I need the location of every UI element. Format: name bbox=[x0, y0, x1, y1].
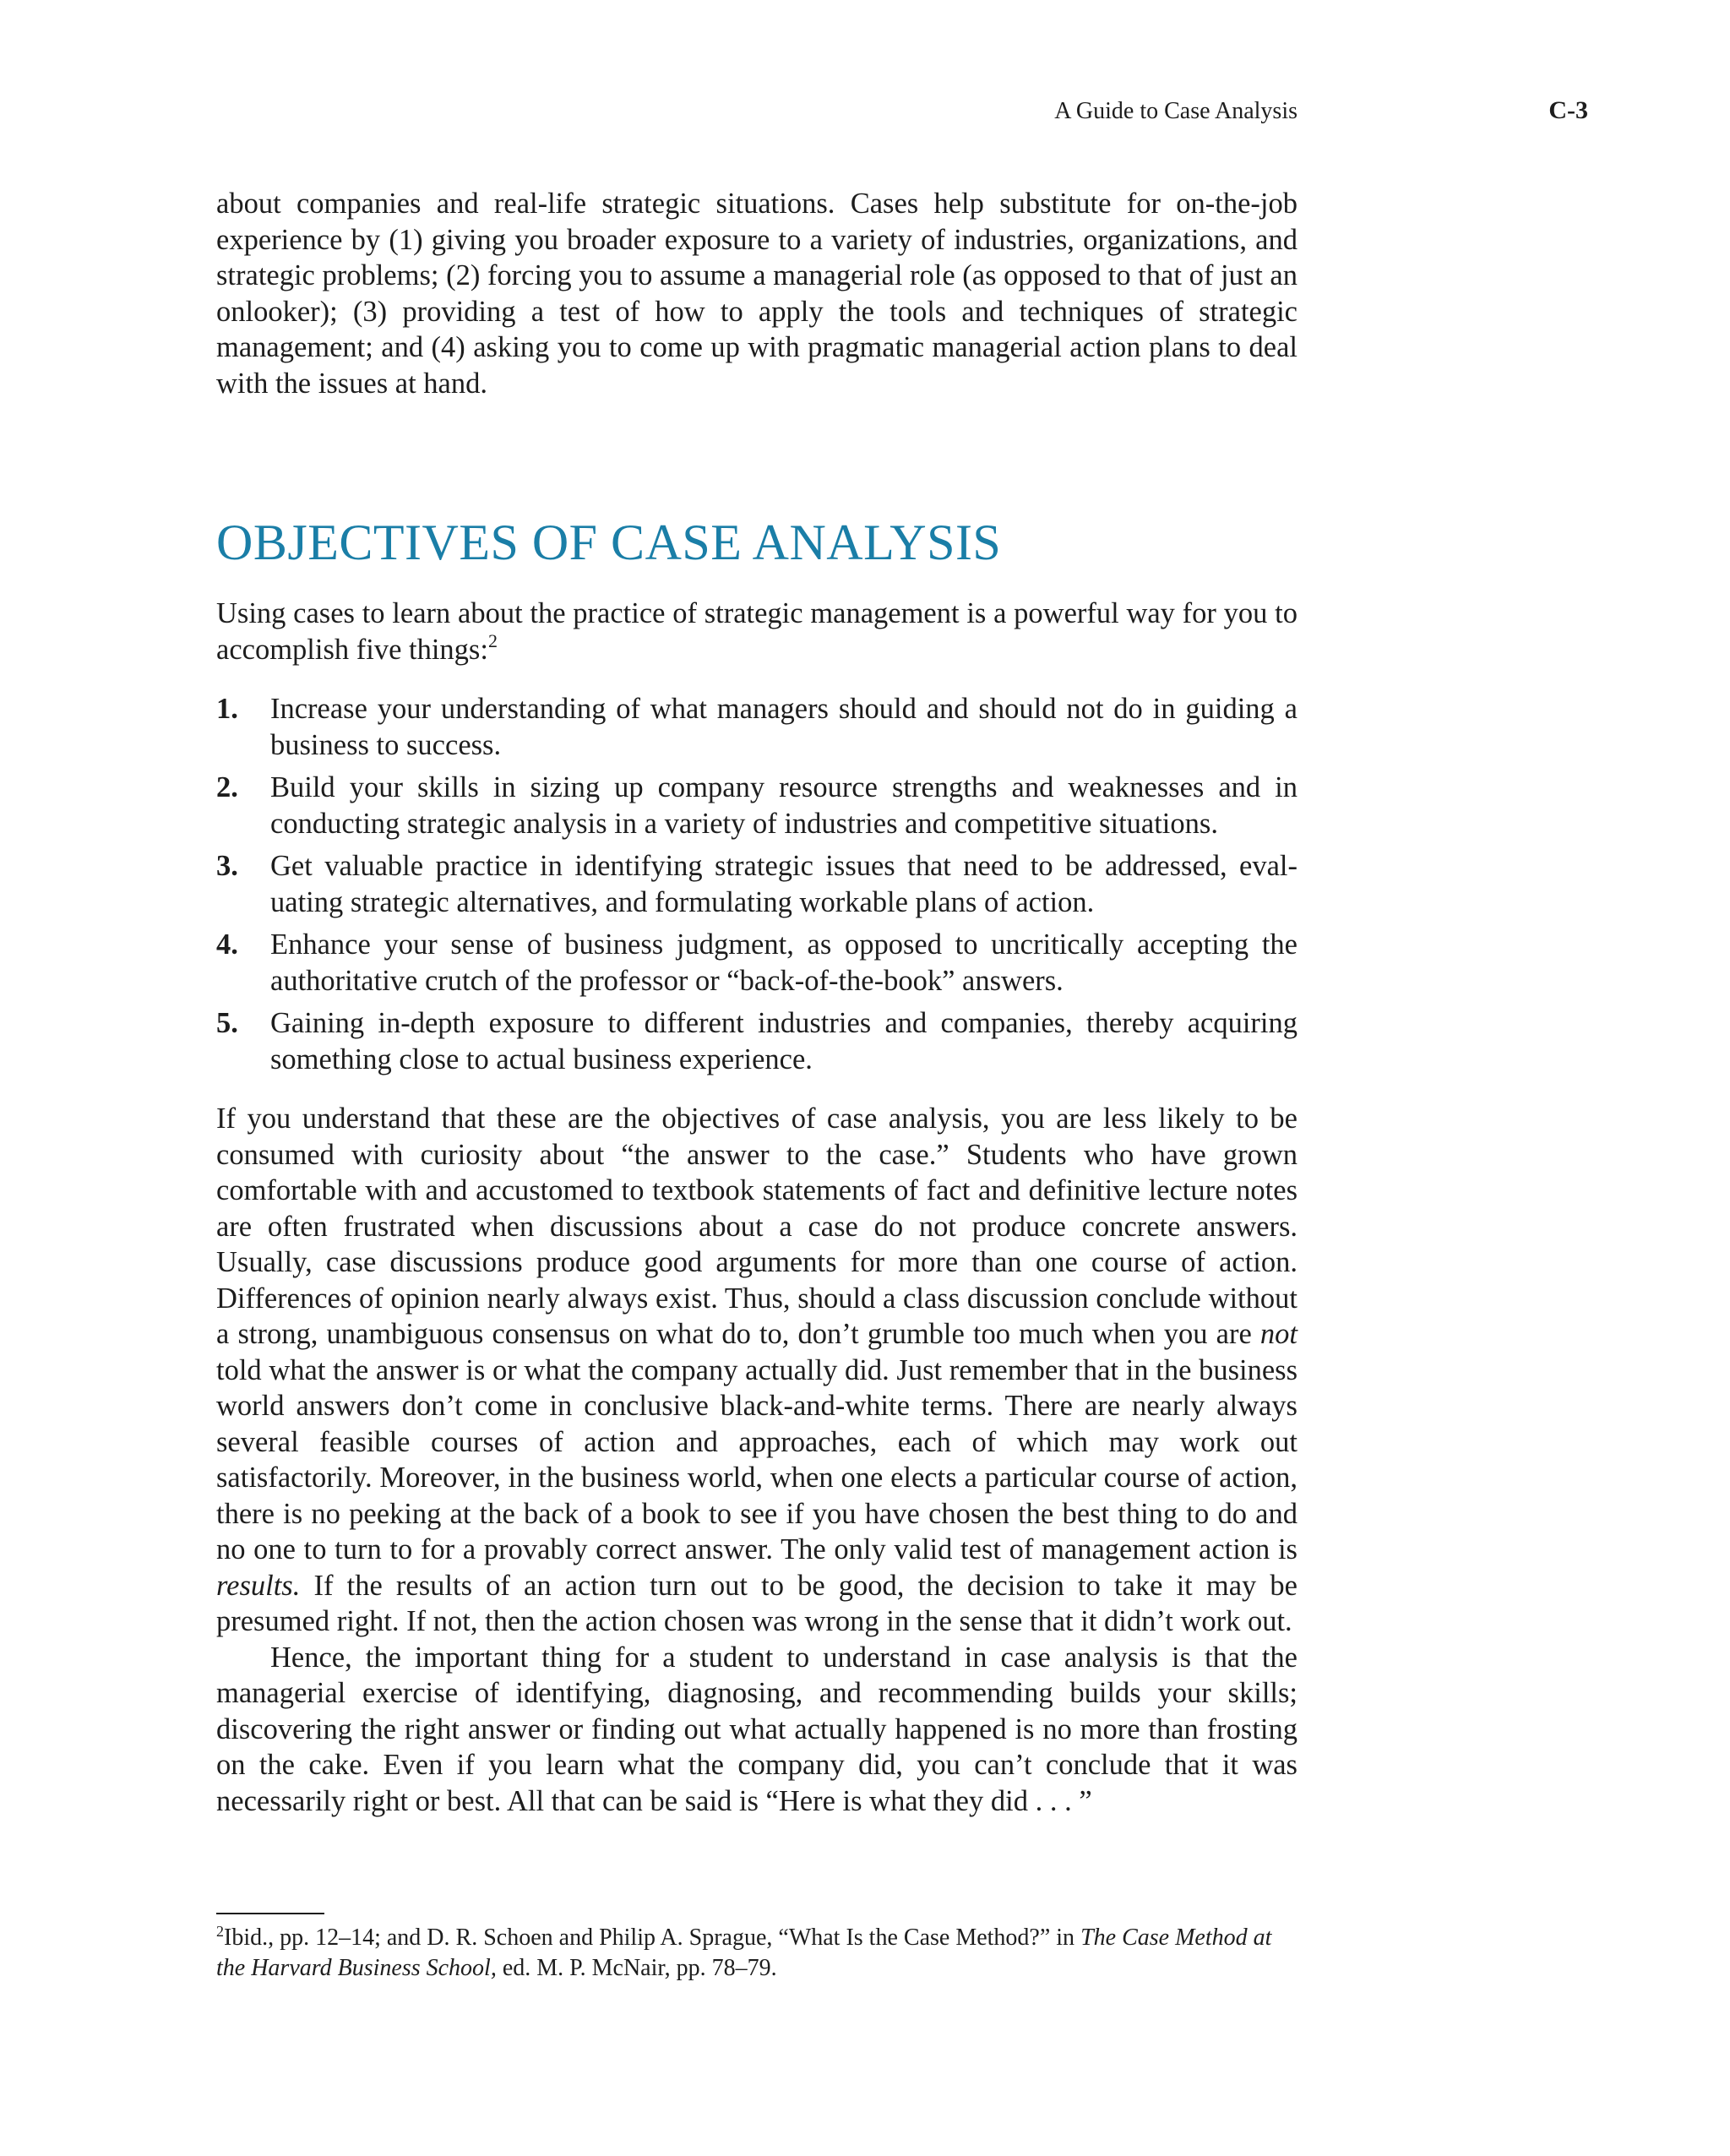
footnote-text: Ibid., pp. 12–14; and D. R. Schoen and Philip A. Sprague, “What Is the Case Method?” in bbox=[224, 1925, 1081, 1951]
emphasis-text: results. bbox=[216, 1569, 301, 1602]
list-item-number: 4. bbox=[216, 928, 238, 961]
list-item-text: Get valuable practice in identifying strategic issues that need to be addressed, evaluating strategic alternatives, and formulating workable plans of action. bbox=[270, 850, 1298, 918]
paragraph-text: told what the answer is or what the company actually did. Just remember that in the business world answers don’t come in conclusive black-and-white terms. There are nearly always several feasible courses of action and approaches, each of which may work out satisfactorily. Moreover, in the business world, when one elects a particular course of action, there is no peeking at the back of a book to see if you have chosen the best thing to do and no one to turn to for a provably correct answer. The only valid test of management action is bbox=[216, 1353, 1298, 1565]
footnote-reference: 2 bbox=[487, 629, 498, 651]
section-lead-text: Using cases to learn about the practice of strategic management is a powerful way for you to accomplish five things: bbox=[216, 597, 1298, 666]
list-item-text: Enhance your sense of business judgment, as opposed to uncritically accepting the authoritative crutch of the professor or “back-of-the-book” answers. bbox=[270, 928, 1298, 997]
body-paragraph-hence: Hence, the important thing for a student to understand in case analysis is that the managerial exercise of identifying, diagnosing, and recommending builds your skills; discovering the right answer or finding out what actually happened is no more than frosting on the cake. Even if you learn what the company did, you can’t conclude that it was necessarily right or best. All that can be said is “Here is what they did . . . ” bbox=[216, 1641, 1298, 1817]
running-header-title: A Guide to Case Analysis bbox=[1054, 98, 1298, 124]
footnote-text: ed. M. P. McNair, pp. 78–79. bbox=[496, 1955, 777, 1981]
list-item-text: Build your skills in sizing up company resource strengths and weaknesses and in conducting strategic analysis in a variety of industries and competitive situations. bbox=[270, 771, 1298, 840]
paragraph-text: If the results of an action turn out to be good, the decision to take it may be presumed right. If not, then the action chosen was wrong in the sense that it didn’t work out. bbox=[216, 1569, 1298, 1637]
footnote-book-title: The Case Method at the Harvard Business School, bbox=[216, 1925, 1272, 1981]
list-item bbox=[216, 691, 1298, 763]
list-item-text: Gaining in-depth exposure to different industries and companies, thereby acquiring something close to actual business experience. bbox=[270, 1007, 1298, 1075]
list-item-text: Increase your understanding of what managers should and should not do in guiding a business to success. bbox=[270, 693, 1298, 761]
section-heading: OBJECTIVES OF CASE ANALYSIS bbox=[216, 514, 1002, 570]
list-item-number: 3. bbox=[216, 850, 238, 882]
list-item bbox=[216, 770, 1298, 841]
page-body bbox=[216, 186, 1298, 1819]
footnote bbox=[216, 1923, 1298, 1984]
page-number: C-3 bbox=[1548, 96, 1588, 124]
list-item bbox=[216, 1005, 1298, 1077]
objectives-list bbox=[216, 691, 1298, 1077]
list-item bbox=[216, 927, 1298, 999]
intro-paragraph: about companies and real-life strategic situations. Cases help substitute for on-the-job experience by (1) giving you broader exposure to a variety of industries, organizations, and strategic problems; (2) forcing you to assume a managerial role (as opposed to that of just an onlooker); (3) providing a test of how to apply the tools and techniques of strategic management; and (4) asking you to come up with pragmatic managerial action plans to deal with the issues at hand. bbox=[216, 188, 1298, 400]
body-paragraph-objectives bbox=[216, 1101, 1298, 1640]
footnote-divider bbox=[216, 1913, 324, 1914]
list-item-number: 1. bbox=[216, 693, 238, 725]
emphasis-text: not bbox=[1259, 1318, 1298, 1350]
section-lead-paragraph bbox=[216, 596, 1298, 667]
list-item bbox=[216, 848, 1298, 920]
list-item-number: 2. bbox=[216, 771, 238, 803]
list-item-number: 5. bbox=[216, 1007, 238, 1039]
paragraph-text: If you understand that these are the objectives of case analysis, you are less likely to be consumed with curiosity about “the answer to the case.” Students who have grown comfortable with and accustomed to textbook statements of fact and definitive lecture notes are often frustrated when discussions about a case do not produce concrete answers. Usually, case discussions produce good arguments for more than one course of action. Differences of opinion nearly always exist. Thus, should a class discussion conclude without a strong, unambiguous consensus on what do to, don’t grumble too much when you are bbox=[216, 1102, 1298, 1350]
footnote-marker: 2 bbox=[216, 1923, 224, 1940]
